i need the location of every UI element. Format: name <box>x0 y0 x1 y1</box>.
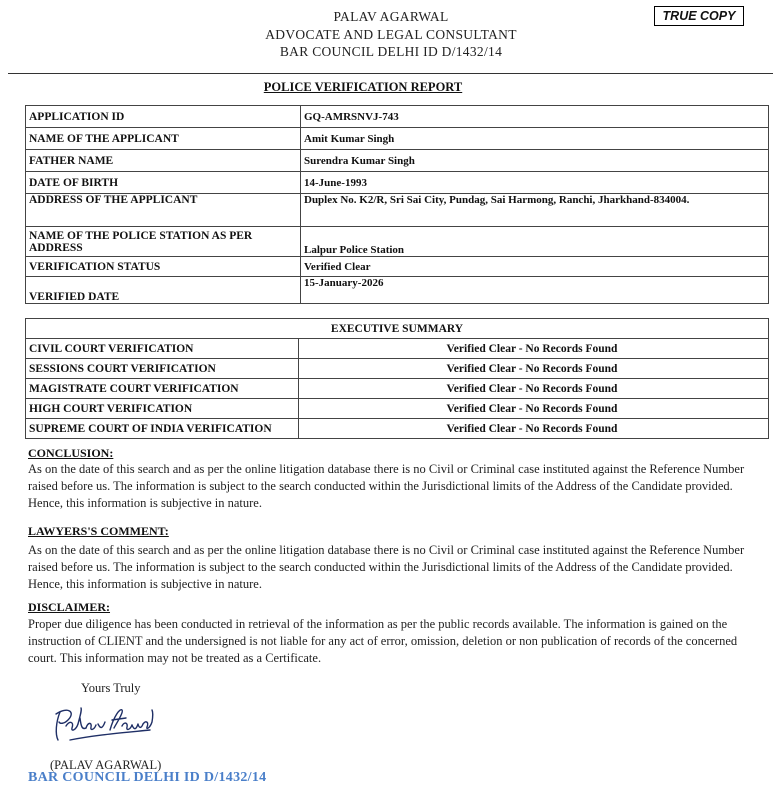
applicant-row-value: Surendra Kumar Singh <box>301 150 769 172</box>
report-title: POLICE VERIFICATION REPORT <box>263 80 463 94</box>
summary-row-label: MAGISTRATE COURT VERIFICATION <box>26 379 299 399</box>
summary-row <box>26 419 769 439</box>
summary-row <box>26 399 769 419</box>
applicant-row-value: Verified Clear <box>301 257 769 277</box>
letterhead-designation: ADVOCATE AND LEGAL CONSULTANT <box>265 27 517 42</box>
footer-council-id: BAR COUNCIL DELHI ID D/1432/14 <box>28 770 267 785</box>
applicant-row <box>26 277 769 304</box>
salutation: Yours Truly <box>81 681 141 695</box>
disclaimer-heading: DISCLAIMER: <box>28 600 111 614</box>
summary-row-value: Verified Clear - No Records Found <box>299 419 769 439</box>
summary-row <box>26 339 769 359</box>
applicant-row-label: NAME OF THE APPLICANT <box>26 128 301 150</box>
lawyers-comment-text: As on the date of this search and as per the online litigation database there is no Civil or Criminal case instituted against the Reference Number raised before us. The information is subject to the search conducted within the Jurisdictional limits of the Address of the Candidate provided. Hence, this information is subjective in nature. <box>28 543 745 591</box>
applicant-row-label: VERIFICATION STATUS <box>26 257 301 277</box>
summary-row <box>26 359 769 379</box>
applicant-row <box>26 172 769 194</box>
applicant-row <box>26 150 769 172</box>
applicant-row <box>26 106 769 128</box>
applicant-row-value: GQ-AMRSNVJ-743 <box>301 106 769 128</box>
applicant-row <box>26 194 769 227</box>
applicant-row-label: NAME OF THE POLICE STATION AS PER ADDRESS <box>26 227 301 257</box>
summary-row-label: CIVIL COURT VERIFICATION <box>26 339 299 359</box>
disclaimer-text: Proper due diligence has been conducted in retrieval of the information as per the public records available. The information is gained on the instruction of CLIENT and the undersigned is not liable for any act of error, omission, deletion or non publication of records of the concerned court. This information may not be treated as a Certificate. <box>28 617 738 665</box>
applicant-row <box>26 227 769 257</box>
applicant-row-label: DATE OF BIRTH <box>26 172 301 194</box>
summary-row-label: SESSIONS COURT VERIFICATION <box>26 359 299 379</box>
applicant-row-label: VERIFIED DATE <box>26 277 301 304</box>
true-copy-stamp: TRUE COPY <box>654 6 744 26</box>
summary-row-value: Verified Clear - No Records Found <box>299 339 769 359</box>
header-divider <box>8 73 773 74</box>
signatory-name: (PALAV AGARWAL) <box>50 758 162 772</box>
conclusion-text: As on the date of this search and as per the online litigation database there is no Civil or Criminal case instituted against the Reference Number raised before us. The information is subject to the search conducted within the Jurisdictional limits of the Address of the Candidate provided. Hence, this information is subjective in nature. <box>28 462 745 510</box>
applicant-row-label: ADDRESS OF THE APPLICANT <box>26 194 301 227</box>
summary-row-value: Verified Clear - No Records Found <box>299 399 769 419</box>
letterhead-council-id: BAR COUNCIL DELHI ID D/1432/14 <box>279 44 503 59</box>
letterhead-name: PALAV AGARWAL <box>333 9 449 24</box>
applicant-details-table <box>25 105 769 304</box>
applicant-row-value: Duplex No. K2/R, Sri Sai City, Pundag, Sai Harmong, Ranchi, Jharkhand-834004. <box>301 194 769 227</box>
applicant-row-label: FATHER NAME <box>26 150 301 172</box>
executive-summary-table <box>25 318 769 439</box>
summary-row <box>26 379 769 399</box>
applicant-row-label: APPLICATION ID <box>26 106 301 128</box>
applicant-row <box>26 128 769 150</box>
summary-row-value: Verified Clear - No Records Found <box>299 359 769 379</box>
conclusion-heading: CONCLUSION: <box>28 446 114 460</box>
applicant-row-value: 15-January-2026 <box>301 277 769 304</box>
applicant-row-value: Amit Kumar Singh <box>301 128 769 150</box>
lawyers-comment-heading: LAWYERS'S COMMENT: <box>28 524 169 538</box>
summary-row-label: HIGH COURT VERIFICATION <box>26 399 299 419</box>
applicant-row-value: Lalpur Police Station <box>301 227 769 257</box>
applicant-row <box>26 257 769 277</box>
executive-summary-heading: EXECUTIVE SUMMARY <box>26 319 769 339</box>
signature-image <box>50 700 160 750</box>
summary-row-value: Verified Clear - No Records Found <box>299 379 769 399</box>
summary-row-label: SUPREME COURT OF INDIA VERIFICATION <box>26 419 299 439</box>
applicant-row-value: 14-June-1993 <box>301 172 769 194</box>
